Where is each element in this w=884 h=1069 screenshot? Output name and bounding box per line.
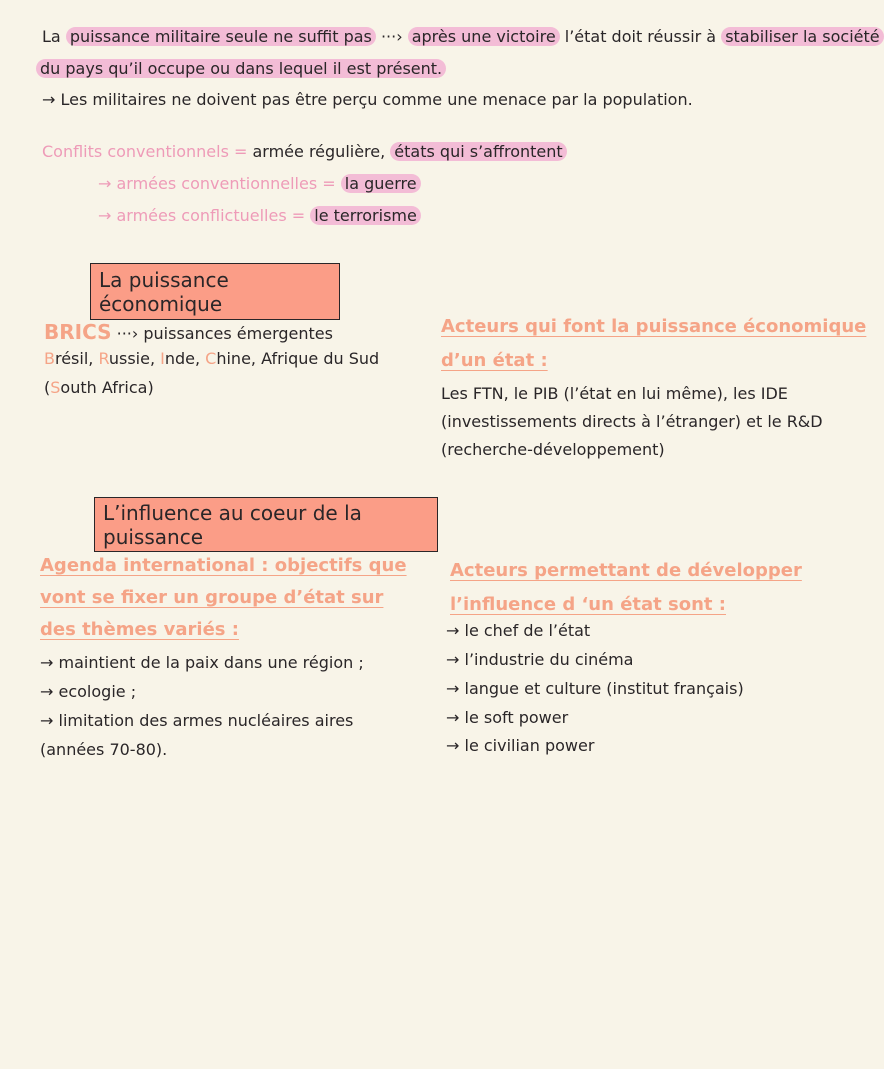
intro-text: l’état doit réussir à bbox=[559, 27, 722, 46]
intro-highlight-country: du pays qu’il occupe ou dans lequel il est présent. bbox=[36, 59, 446, 78]
country-name: hine, Afrique du Sud bbox=[216, 349, 380, 368]
dotted-arrow-icon: ···› bbox=[375, 27, 408, 46]
country-name: ussie, bbox=[108, 349, 161, 368]
influence-actor-item: → l’industrie du cinéma bbox=[446, 650, 634, 669]
conflicts-line bbox=[42, 142, 567, 161]
influence-actor-item: → le chef de l’état bbox=[446, 621, 591, 640]
eco-actors-text-2: (investissements directs à l’étranger) et le R&D bbox=[441, 412, 823, 431]
brics-south-africa bbox=[44, 378, 154, 397]
initial-letter: I bbox=[160, 349, 165, 368]
intro-highlight-military: puissance militaire seule ne suffit pas bbox=[66, 27, 376, 46]
influence-actors-heading-1: Acteurs permettant de développer bbox=[450, 560, 802, 581]
intro-text: La bbox=[42, 27, 66, 46]
brics-description: puissances émergentes bbox=[143, 324, 333, 343]
conflicts-sub-2 bbox=[98, 206, 421, 225]
highlight-terrorism: le terrorisme bbox=[310, 206, 421, 225]
agenda-heading-1: Agenda international : objectifs que bbox=[40, 555, 407, 576]
brics-line bbox=[44, 320, 333, 344]
influence-actor-item: → langue et culture (institut français) bbox=[446, 679, 744, 698]
eco-actors-text-3: (recherche-développement) bbox=[441, 440, 665, 459]
country-name: outh Africa) bbox=[60, 378, 154, 397]
conflicts-definition: armée régulière, bbox=[247, 142, 391, 161]
intro-highlight-stabilize: stabiliser la société bbox=[721, 27, 883, 46]
sub-label-conventional: → armées conventionnelles = bbox=[98, 174, 336, 193]
intro-highlight-victory: après une victoire bbox=[408, 27, 560, 46]
initial-letter: B bbox=[44, 349, 55, 368]
eco-actors-heading-2: d’un état : bbox=[441, 350, 548, 371]
influence-actors-heading-2: l’influence d ‘un état sont : bbox=[450, 594, 726, 615]
initial-letter: R bbox=[98, 349, 109, 368]
agenda-item: → limitation des armes nucléaires aires bbox=[40, 711, 354, 730]
influence-actor-item: → le civilian power bbox=[446, 736, 595, 755]
influence-actor-item: → le soft power bbox=[446, 708, 569, 727]
section-title-economic: La puissance économique bbox=[90, 263, 340, 320]
section-title-influence: L’influence au coeur de la puissance bbox=[94, 497, 438, 552]
eco-actors-text-1: Les FTN, le PIB (l’état en lui même), les IDE bbox=[441, 384, 788, 403]
brics-label: BRICS bbox=[44, 320, 112, 344]
sub-label-conflictual: → armées conflictuelles = bbox=[98, 206, 306, 225]
conflicts-label: Conflits conventionnels = bbox=[42, 142, 248, 161]
agenda-heading-3: des thèmes variés : bbox=[40, 619, 239, 640]
conflicts-sub-1 bbox=[98, 174, 421, 193]
dotted-arrow-icon: ···› bbox=[111, 324, 144, 343]
conflicts-highlight: états qui s’affrontent bbox=[390, 142, 566, 161]
brics-countries bbox=[44, 349, 379, 368]
intro-line-2 bbox=[36, 59, 446, 78]
eco-actors-heading-1: Acteurs qui font la puissance économique bbox=[441, 316, 867, 337]
intro-line-1 bbox=[42, 27, 884, 46]
country-name: nde, bbox=[164, 349, 206, 368]
agenda-item: → maintient de la paix dans une région ; bbox=[40, 653, 364, 672]
initial-letter: C bbox=[205, 349, 217, 368]
agenda-item: (années 70-80). bbox=[40, 740, 168, 759]
intro-line-3: → Les militaires ne doivent pas être perçu comme une menace par la population. bbox=[42, 90, 693, 109]
paren: ( bbox=[44, 378, 51, 397]
agenda-heading-2: vont se fixer un groupe d’état sur bbox=[40, 587, 384, 608]
agenda-item: → ecologie ; bbox=[40, 682, 137, 701]
country-name: résil, bbox=[54, 349, 99, 368]
initial-letter: S bbox=[50, 378, 61, 397]
highlight-war: la guerre bbox=[341, 174, 421, 193]
